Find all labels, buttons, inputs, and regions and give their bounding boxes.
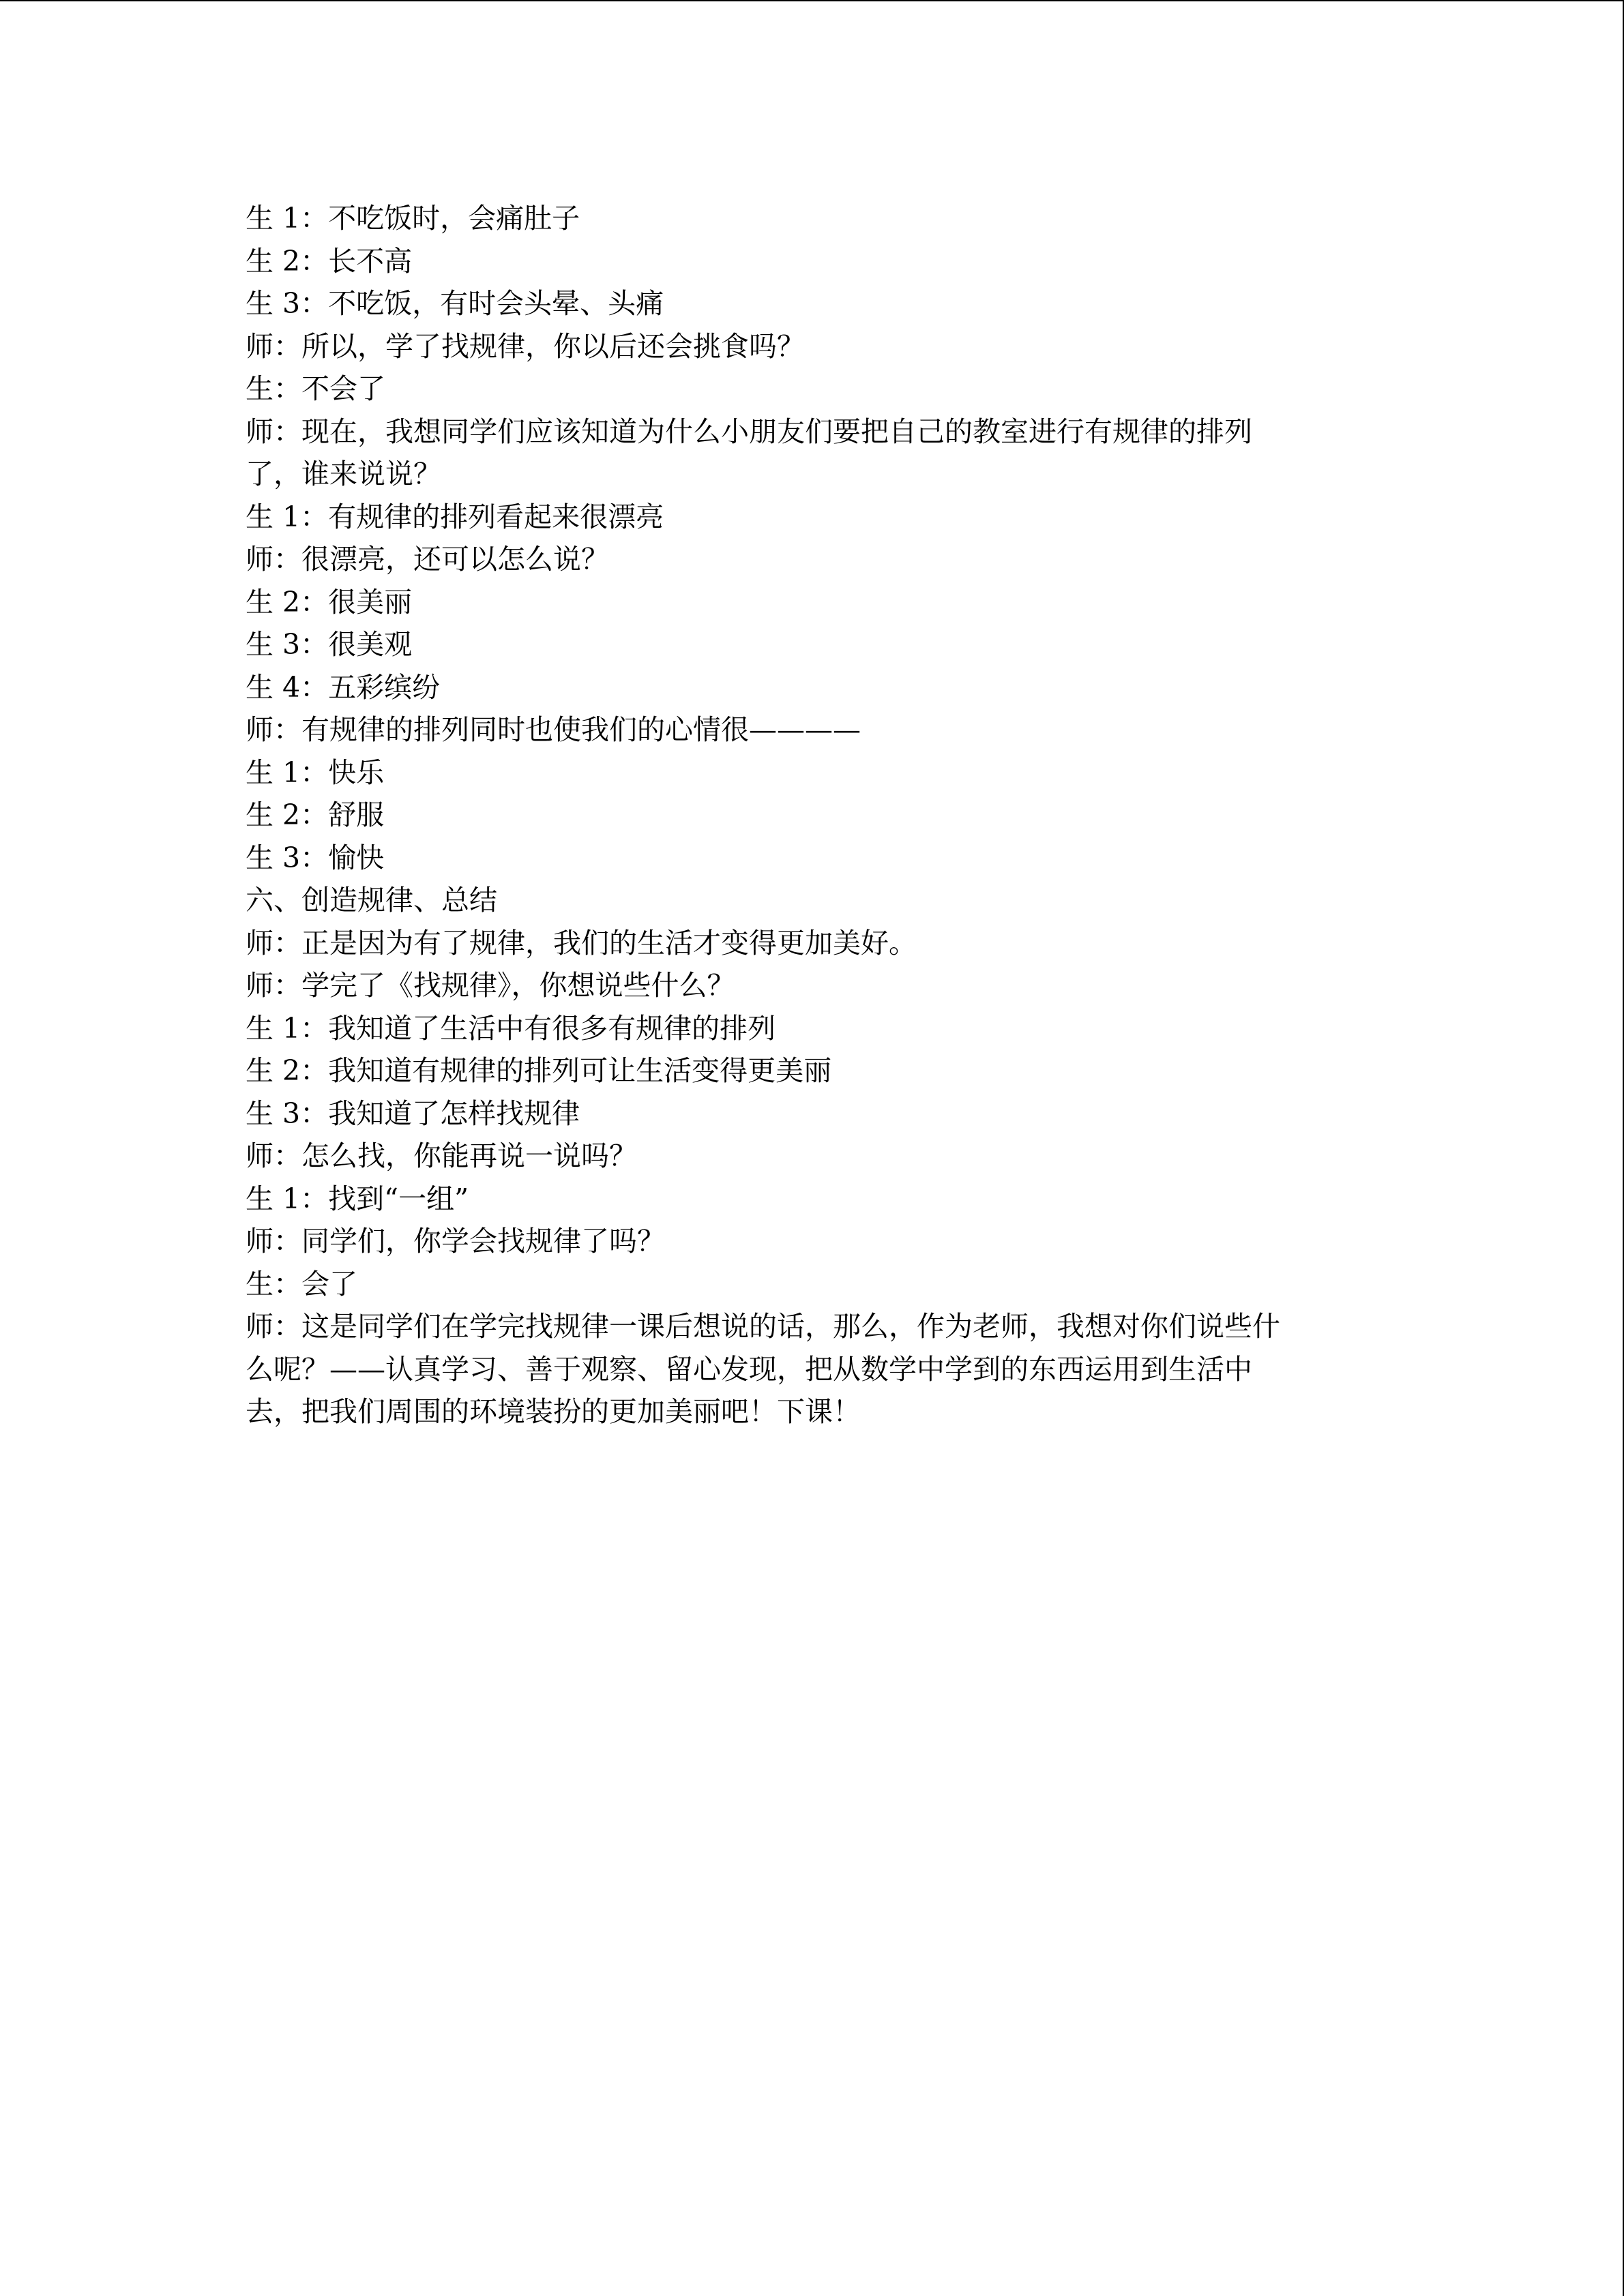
text-line: 么呢？——认真学习、善于观察、留心发现，把从数学中学到的东西运用到生活中 [246, 1352, 1252, 1386]
section-heading: 六、创造规律、总结 [246, 884, 497, 916]
text-line: 生 2：很美丽 [246, 585, 413, 618]
text-line: 师：有规律的排列同时也使我们的心情很———— [246, 713, 861, 746]
text-line: 生 4：五彩缤纷 [246, 670, 441, 704]
text-line: 师：同学们，你学会找规律了吗？ [246, 1225, 665, 1257]
text-line: 生 2：长不高 [246, 244, 413, 278]
text-line: 生 1：我知道了生活中有很多有规律的排列 [246, 1011, 776, 1045]
text-line: 师：现在，我想同学们应该知道为什么小朋友们要把自己的教室进行有规律的排列 [246, 415, 1252, 448]
text-line: 生 1：快乐 [246, 756, 385, 789]
text-line: 师：正是因为有了规律，我们的生活才变得更加美好。 [246, 926, 917, 959]
text-line: 生 1：不吃饭时，会痛肚子 [246, 202, 580, 235]
text-line: 师：怎么找，你能再说一说吗？ [246, 1139, 637, 1172]
text-line: 生 2：舒服 [246, 799, 385, 831]
text-line: 生：不会了 [246, 372, 385, 405]
text-line: 生 1：有规律的排列看起来很漂亮 [246, 500, 664, 533]
text-line: 师：很漂亮，还可以怎么说？ [246, 543, 609, 576]
text-line: 师：这是同学们在学完找规律一课后想说的话，那么，作为老师，我想对你们说些什 [246, 1310, 1280, 1343]
text-line: 生 3：我知道了怎样找规律 [246, 1097, 580, 1130]
text-line: 生 3：很美观 [246, 628, 413, 661]
text-line: 生 3：愉快 [246, 841, 385, 874]
text-line: 去，把我们周围的环境装扮的更加美丽吧！下课！ [246, 1395, 861, 1428]
text-line: 生：会了 [246, 1267, 357, 1300]
text-line: 了，谁来说说？ [246, 458, 441, 490]
document-body [246, 197, 1378, 1433]
text-line: 师：所以，学了找规律，你以后还会挑食吗？ [246, 329, 805, 363]
text-line: 师：学完了《找规律》，你想说些什么？ [246, 969, 735, 1002]
text-line: 生 1：找到“一组” [246, 1182, 469, 1215]
text-line: 生 2：我知道有规律的排列可让生活变得更美丽 [246, 1054, 832, 1087]
text-line: 生 3：不吃饭，有时会头晕、头痛 [246, 287, 664, 320]
